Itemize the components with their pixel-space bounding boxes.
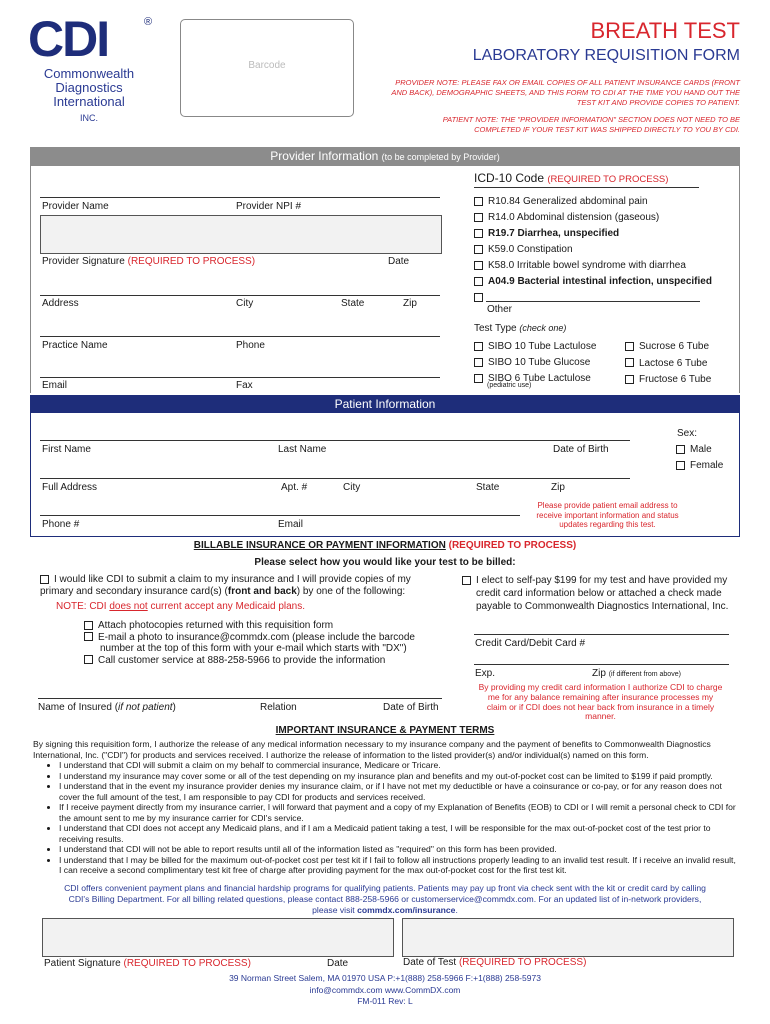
patient-signature-label: Patient Signature (REQUIRED TO PROCESS) [44,958,251,969]
footer-contact: info@commdx.com www.CommDX.com [309,984,461,995]
footer [40,973,730,1008]
patient-state-label: State [476,482,500,493]
provider-signature-field[interactable] [40,215,442,254]
barcode-box [180,19,354,117]
sex-label: Sex: [677,428,698,439]
billing-option-insurance[interactable]: I would like CDI to submit a claim to my insurance and I will provide copies of my primary and secondary insurance card(s) (front and back) by one of the following: [40,574,411,597]
logo-line-2: Diagnostics [55,80,123,95]
checkbox[interactable] [474,197,483,206]
fax-label: Fax [236,380,253,391]
patient-phone-label: Phone # [42,519,80,530]
medicaid-note: NOTE: CDI does not current accept any Medicaid plans. [56,601,306,612]
icd-option[interactable]: R19.7 Diarrhea, unspecified [474,226,712,242]
checkbox[interactable] [625,358,634,367]
checkbox[interactable] [40,575,49,584]
checkbox[interactable] [474,374,483,383]
cdi-logo-mark [28,14,153,62]
icd-option[interactable]: K59.0 Constipation [474,242,712,258]
terms-bullet: • I understand that CDI does not accept any Medicaid plans, and if I am a Medicaid patient taking a test, I will be responsible for the max out-of-pocket cost of the test prior to receiving results. [59,823,738,844]
sub-option[interactable]: E-mail a photo to insurance@commdx.com (please include the barcode number at the top of this form with your e-mail which starts with "DX") [84,632,444,655]
patient-zip-label: Zip [551,482,565,493]
provider-npi-label: Provider NPI # [236,201,302,212]
test-option[interactable]: SIBO 6 Tube Lactulose [474,371,596,387]
patient-email-note: Please provide patient email address to receive important information and status updates regarding this test. [536,501,679,529]
provider-section-bar [30,147,740,166]
checkbox[interactable] [474,342,483,351]
icd-option[interactable]: R14.0 Abdominal distension (gaseous) [474,210,712,226]
terms-bullet: • I understand that in the event my insurance provider denies my insurance claim, or if I have not met my deductible or have a coinsurance or co-pay, or for any reason does not cover the full amount of the test, I am responsible to pay CDI for products and services received. [59,781,738,802]
barcode-label: Barcode [248,60,286,71]
apt-label: Apt. # [281,482,308,493]
insured-dob-label: Date of Birth [383,702,439,713]
patient-sign-date-label: Date [327,958,349,969]
footer-form-number: FM-011 Rev: L [357,996,413,1006]
sex-option-male[interactable]: Male [676,442,723,458]
provider-note: PROVIDER NOTE: PLEASE FAX OR EMAIL COPIES OF ALL PATIENT INSURANCE CARDS (FRONT AND BACK), DEMOGRAPHIC SHEETS, AND THIS FORM TO CDI AT THE TIME YOU HAND OUT THE TEST KIT AND PROVIDE COPIES TO PATIENT. [391,78,740,107]
test-option[interactable]: Sucrose 6 Tube [625,339,711,356]
terms-bullet: • I understand that CDI will submit a claim on my behalf to commercial insurance, Medicare or Tricare. [59,760,738,771]
test-type-right-list [625,339,711,389]
checkbox[interactable] [474,213,483,222]
registered-mark: ® [144,16,153,28]
sub-option[interactable]: Call customer service at 888-258-5966 to provide the information [84,655,444,667]
checkbox[interactable] [474,245,483,254]
provider-name-label: Provider Name [42,201,109,212]
checkbox[interactable] [474,358,483,367]
state-label: State [341,298,365,309]
insurance-sub-options [84,620,444,666]
billing-option-self-pay[interactable]: I elect to self-pay $199 for my test and have provided my credit card information below or attached a check made payable to Commonwealth Diagnostics International, Inc. [462,574,748,613]
icd-other-label: Other [487,304,513,315]
provider-signature-label: Provider Signature (REQUIRED TO PROCESS) [42,256,256,267]
checkbox[interactable] [474,293,483,302]
billing-title: BILLABLE INSURANCE OR PAYMENT INFORMATION (REQUIRED TO PROCESS) [193,540,577,551]
credit-card-label: Credit Card/Debit Card # [475,638,586,649]
logo-line-1: Commonwealth [43,66,135,81]
zip-label: Zip [403,298,417,309]
sex-options [676,442,723,474]
sub-option[interactable]: Attach photocopies returned with this requisition form [84,620,444,632]
date-of-test-field[interactable] [402,918,734,957]
icd-option[interactable]: K58.0 Irritable bowel syndrome with diarrhea [474,258,712,274]
exp-label: Exp. [475,668,496,679]
last-name-label: Last Name [278,444,327,455]
checkbox[interactable] [676,461,685,470]
checkbox[interactable] [625,342,634,351]
icd-option[interactable]: R10.84 Generalized abdominal pain [474,194,712,210]
phone-label: Phone [236,340,265,351]
city-label: City [236,298,254,309]
terms-bullets [33,760,738,876]
test-option[interactable]: SIBO 10 Tube Glucose [474,355,596,371]
logo [28,14,158,125]
patient-city-label: City [343,482,361,493]
relation-label: Relation [260,702,297,713]
checkbox[interactable] [474,277,483,286]
first-name-label: First Name [42,444,91,455]
icd-code-list [474,194,712,306]
checkbox[interactable] [84,655,93,664]
pediatric-note: (pediatric use) [487,382,532,389]
terms-body [33,739,738,876]
test-option[interactable]: Fructose 6 Tube [625,372,711,389]
terms-intro: By signing this requisition form, I authorize the release of any medical information necessary to my insurance company and the payment of benefits to Commonwealth Diagnostics International, Inc. ("CDI") for products and services received. I authorize the release of information to the listed provider(s) and/or individual(s) named on this form. [33,739,711,760]
patient-note: PATIENT NOTE: THE "PROVIDER INFORMATION" SECTION DOES NOT NEED TO BE COMPLETED IF YOUR TEST KIT WAS SHIPPED DIRECTLY TO YOU BY CDI. [442,115,740,134]
checkbox[interactable] [462,576,471,585]
form-subtitle: LABORATORY REQUISITION FORM [472,47,740,64]
checkbox[interactable] [84,632,93,641]
test-type-left-list [474,339,596,387]
checkbox[interactable] [625,375,634,384]
full-address-label: Full Address [42,482,98,493]
payment-plans-note: CDI offers convenient payment plans and financial hardship programs for qualifying patients. Patients may pay up front via check sent with the kit or credit card by calling CDI's Billing Department. For all billing related questions, please contact 888-258-5966 or customerservice@commdx.com. For an updated list of in-network providers, please visit commdx.com/insurance. [64,883,706,915]
terms-bullet: • I understand my insurance may cover some or all of the test depending on my insurance plan and benefits and my out-of-pocket cost can be limited to $199 if paid promptly. [59,771,738,782]
terms-bullet: • I understand that CDI will not be able to report results until all of the information listed as "required" on this form has been provided. [59,844,738,855]
checkbox[interactable] [676,445,685,454]
footer-address: 39 Norman Street Salem, MA 01970 USA P:+1(888) 258-5966 F:+1(888) 258-5973 [229,973,541,983]
patient-signature-field[interactable] [42,918,394,957]
date-of-test-label: Date of Test (REQUIRED TO PROCESS) [403,957,587,968]
icd-option[interactable]: A04.9 Bacterial intestinal infection, unspecified [474,274,712,290]
sex-option-female[interactable]: Female [676,458,723,474]
practice-name-label: Practice Name [42,340,108,351]
logo-line-4: INC. [80,113,98,123]
terms-bullet: • I understand that I may be billed for the maximum out-of-pocket cost per test kit if I fail to follow all instructions properly leading to an invalid test result. If i receive an invalid result, I can receive a second complimentary test kit free of charge after providing payment for the max out-of-pocket cost for the first test kit. [59,855,738,876]
card-zip-label: Zip (if different from above) [592,668,681,679]
address-label: Address [42,298,79,309]
terms-title: IMPORTANT INSURANCE & PAYMENT TERMS [275,725,495,736]
test-option[interactable]: Lactose 6 Tube [625,356,711,373]
logo-line-3: International [53,94,125,109]
svg-text:CDI: CDI [28,14,109,62]
provider-date-label: Date [388,256,410,267]
patient-dob-label: Date of Birth [553,444,609,455]
patient-bar-title: Patient Information [334,397,436,411]
provider-bar-title: Provider Information [270,149,379,163]
insured-name-label: Name of Insured (if not patient) [38,702,176,713]
terms-bullet: • If I receive payment directly from my insurance carrier, I will forward that payment and a copy of my Explanation of Benefits (EOB) to CDI or I will remit a personal check to CDI for the amount sent to me by my insurance carrier for CDI's service. [59,802,738,823]
icd-title: ICD-10 Code (REQUIRED TO PROCESS) [474,171,669,185]
provider-bar-sub: (to be completed by Provider) [381,152,500,162]
test-option[interactable]: SIBO 10 Tube Lactulose [474,339,596,355]
checkbox[interactable] [474,261,483,270]
form-title: BREATH TEST [590,18,740,43]
patient-email-label: Email [278,519,304,530]
test-type-title: Test Type (check one) [474,323,567,334]
checkbox[interactable] [474,229,483,238]
email-label: Email [42,380,68,391]
patient-section-bar [30,395,740,413]
billing-select-prompt: Please select how you would like your test to be billed: [254,557,516,568]
checkbox[interactable] [84,621,93,630]
card-authorization-note: By providing my credit card information I authorize CDI to charge me for any balance remaining after insurance processes my claim or if CDI does not hear back from insurance in a timely manner. [478,682,723,722]
